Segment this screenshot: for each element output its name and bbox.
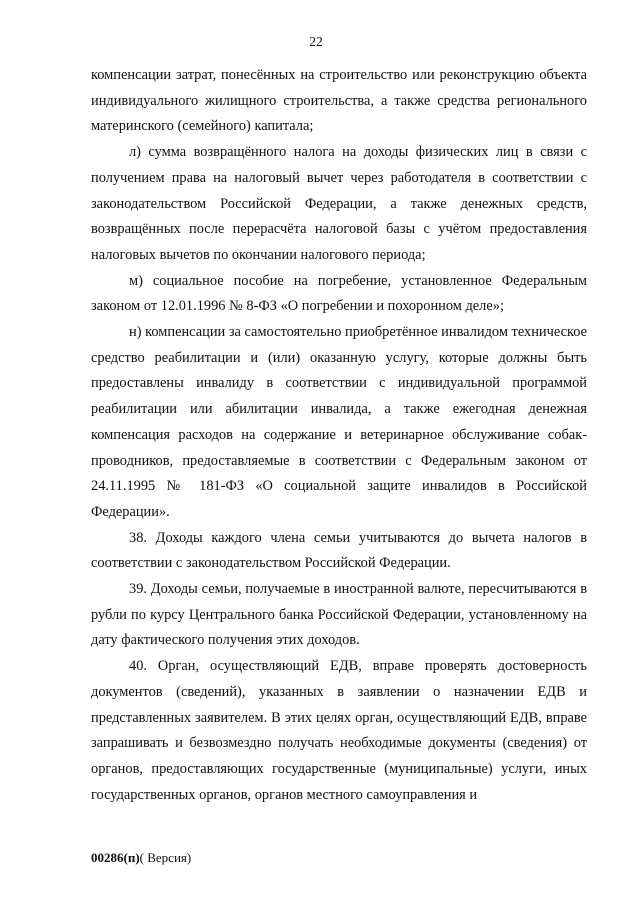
paragraph-item-l: л) сумма возвращённого налога на доходы физических лиц в связи с получением права на налоговый вычет через работодателя в соответствии с законодательством Российской Федерации, а также денежных средств, возвращённых после перерасчёта налоговой базы с учётом предоставления налоговых вычетов по окончании налогового периода; bbox=[91, 144, 587, 263]
page-number: 22 bbox=[309, 34, 323, 49]
document-code: 00286(п) bbox=[91, 850, 140, 865]
paragraph-item-m: м) социальное пособие на погребение, установленное Федеральным законом от 12.01.1996 № 8-ФЗ «О погребении и похоронном деле»; bbox=[91, 272, 587, 315]
paragraph-continuation: компенсации затрат, понесённых на строительство или реконструкцию объекта индивидуального жилищного строительства, а также средства регионального материнского (семейного) капитала; bbox=[91, 67, 587, 135]
paragraph-40: 40. Орган, осуществляющий ЕДВ, вправе проверять достоверность документов (сведений), указанных в заявлении о назначении ЕДВ и представленных заявителем. В этих целях орган, осуществляющий ЕДВ, вправе запрашивать и безвозмездно получать необходимые документы (сведения) от органов, предоставляющих государственные (муниципальные) услуги, иных государственных органов, органов местного самоуправления и bbox=[91, 658, 587, 803]
paragraph-39: 39. Доходы семьи, получаемые в иностранной валюте, пересчитываются в рубли по курсу Центрального банка Российской Федерации, установленному на дату фактического получения этих доходов. bbox=[91, 581, 587, 649]
paragraph-item-n: н) компенсации за самостоятельно приобретённое инвалидом техническое средство реабилитации и (или) оказанную услугу, которые должны быть предоставлены инвалиду в соответствии с индивидуальной программой реабилитации или абилитации инвалида, а также ежегодная денежная компенсация расходов на содержание и ветеринарное обслуживание собак-проводников, предоставляемые в соответствии с Федеральным законом от 24.11.1995 № 181-ФЗ «О социальной защите инвалидов в Российской Федерации». bbox=[91, 324, 587, 520]
document-version: ( Версия) bbox=[139, 850, 192, 865]
document-body bbox=[91, 63, 587, 808]
document-footer bbox=[91, 850, 191, 866]
paragraph-38: 38. Доходы каждого члена семьи учитываются до вычета налогов в соответствии с законодательством Российской Федерации. bbox=[91, 529, 587, 572]
